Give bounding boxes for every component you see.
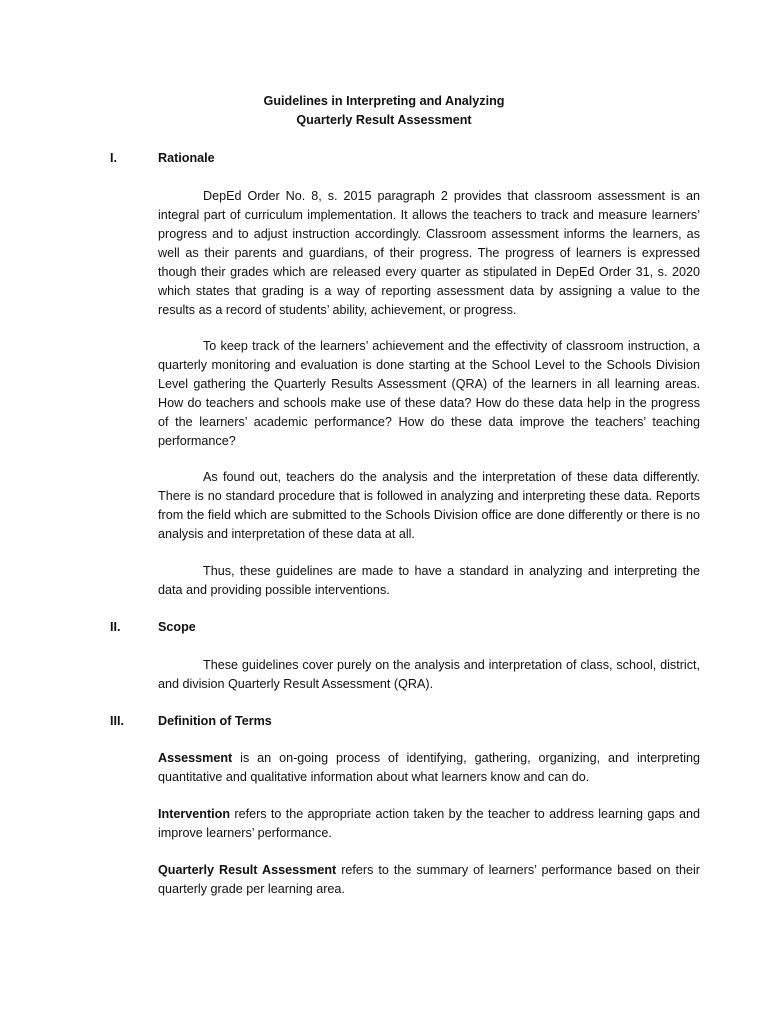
definition-quarterly-result-assessment (158, 861, 700, 899)
section-number: III. (110, 714, 124, 728)
term-name: Intervention (158, 807, 231, 821)
rationale-paragraph-1: DepEd Order No. 8, s. 2015 paragraph 2 provides that classroom assessment is an integral part of curriculum implementation. It allows the teachers to track and measure learners’ progress and to adjust instruction accordingly. Classroom assessment informs the learners, as well as their parents and guardians, of their progress. The progress of learners is expressed though their grades which are released every quarter as stipulated in DepEd Order 31, s. 2020 which states that grading is a way of reporting assessment data by assigning a value to the results as a record of students’ ability, achievement, or progress. (158, 189, 700, 317)
term-definition: is an on-going process of identifying, gathering, organizing, and interpreting quantitative and qualitative information about what learners know and can do. (158, 751, 700, 784)
section-number: I. (110, 151, 117, 165)
term-definition: refers to the appropriate action taken by the teacher to address learning gaps and improve learners’ performance. (158, 807, 700, 840)
rationale-paragraph-2: To keep track of the learners’ achievement and the effectivity of classroom instruction, a quarterly monitoring and evaluation is done starting at the School Level to the Schools Division Level gathering the Quarterly Results Assessment (QRA) of the learners in all learning areas. How do teachers and schools make use of these data? How do these data help in the progress of the learners’ academic performance? How do these data improve the teachers’ teaching performance? (158, 339, 700, 448)
definition-assessment (158, 749, 700, 787)
scope-paragraph: These guidelines cover purely on the analysis and interpretation of class, school, district, and division Quarterly Result Assessment (QRA). (158, 658, 700, 691)
term-name: Quarterly Result Assessment (158, 863, 337, 877)
rationale-paragraph-3: As found out, teachers do the analysis and the interpretation of these data differently. There is no standard procedure that is followed in analyzing and interpreting these data. Reports from the field which are submitted to the Schools Division office are done differently or there is no analysis and interpretation of these data at all. (158, 470, 700, 541)
definition-intervention (158, 805, 700, 843)
section-title: Rationale (158, 151, 215, 165)
document-title-line-1: Guidelines in Interpreting and Analyzing (263, 94, 505, 108)
section-title: Scope (158, 620, 196, 634)
section-number: II. (110, 620, 121, 634)
rationale-paragraph-4: Thus, these guidelines are made to have a standard in analyzing and interpreting the data and providing possible interventions. (158, 564, 700, 597)
term-name: Assessment (158, 751, 233, 765)
section-title: Definition of Terms (158, 714, 272, 728)
document-title-line-2: Quarterly Result Assessment (296, 113, 472, 127)
term-definition: refers to the summary of learners’ performance based on their quarterly grade per learning area. (158, 863, 700, 896)
